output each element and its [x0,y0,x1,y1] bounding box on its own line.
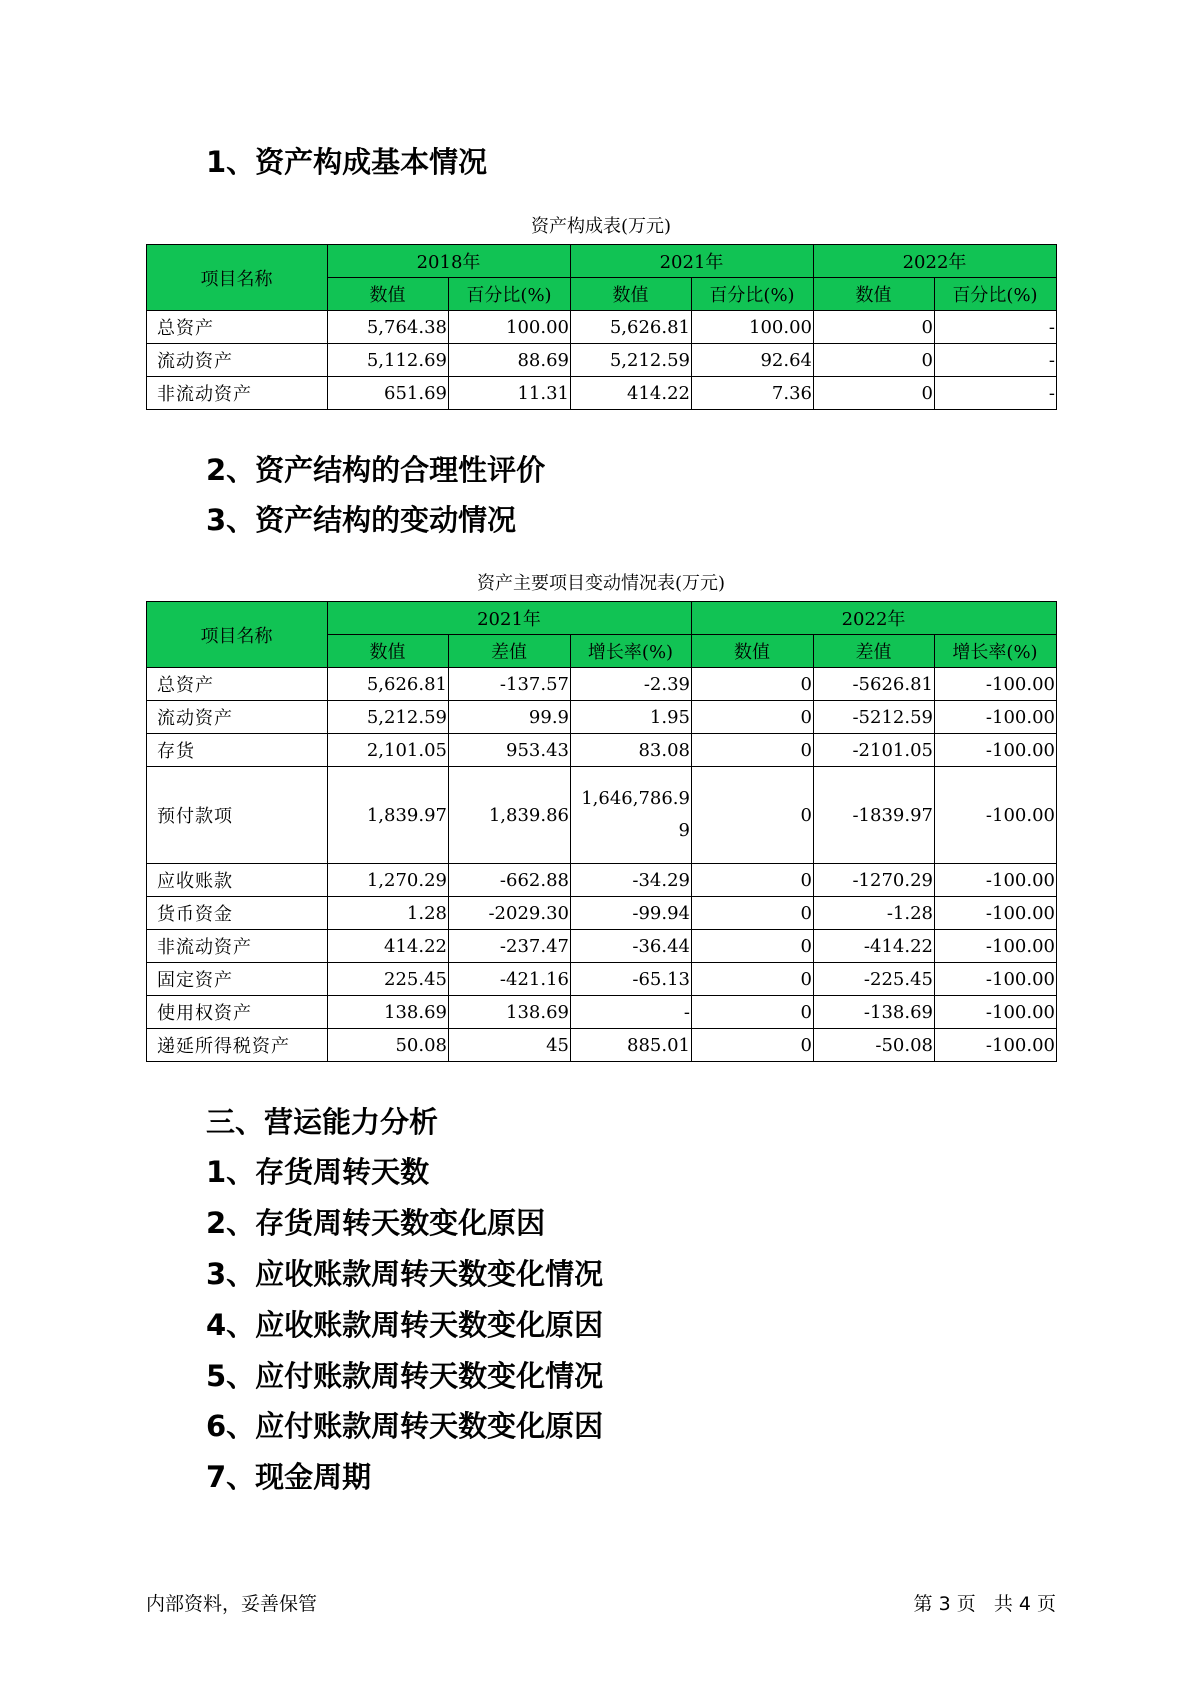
table2-caption: 资产主要项目变动情况表(万元) [476,573,726,594]
table-cell: -237.47 [449,930,571,963]
table-cell: 0 [692,701,814,734]
section-heading-structure-evaluation: 2、资产结构的合理性评价 [206,453,546,487]
table-row [147,864,1057,897]
subheader-cell: 数值 [328,278,449,311]
table-cell: 651.69 [328,377,449,410]
table-cell: 7.36 [692,377,814,410]
table-cell: 0 [814,377,935,410]
table-row [147,963,1057,996]
table-row [147,668,1057,701]
section-heading-cash-cycle: 7、现金周期 [206,1460,372,1494]
table-cell: 0 [692,668,814,701]
table-cell: -1270.29 [814,864,935,897]
table-cell: 138.69 [449,996,571,1029]
table-row [147,767,1057,864]
table-cell: 414.22 [571,377,692,410]
table-cell: -137.57 [449,668,571,701]
table-cell: 885.01 [571,1029,692,1062]
row-label: 流动资产 [147,344,328,377]
table-cell: 0 [692,996,814,1029]
table-cell: - [571,996,692,1029]
table-cell: 0 [692,864,814,897]
table-cell: 0 [692,1029,814,1062]
table-cell: -36.44 [571,930,692,963]
table-row [147,930,1057,963]
header-year: 2022年 [814,245,1057,278]
table-cell: -100.00 [935,996,1057,1029]
table-row [147,344,1057,377]
table-cell: 99.9 [449,701,571,734]
header-year: 2021年 [328,602,692,635]
row-label: 货币资金 [147,897,328,930]
subheader-cell: 差值 [814,635,935,668]
header-year: 2022年 [692,602,1057,635]
table-cell: - [935,344,1057,377]
table-cell: 83.08 [571,734,692,767]
subheader-cell: 百分比(%) [449,278,571,311]
row-label: 非流动资产 [147,377,328,410]
table-cell: -100.00 [935,897,1057,930]
row-label: 预付款项 [147,767,328,864]
table-cell: 953.43 [449,734,571,767]
table-cell: 225.45 [328,963,449,996]
section-heading-receivable-turnover-reason: 4、应收账款周转天数变化原因 [206,1308,604,1342]
table-cell: -414.22 [814,930,935,963]
table-cell: -5626.81 [814,668,935,701]
table-cell: 1.28 [328,897,449,930]
table-cell: -100.00 [935,701,1057,734]
table-cell: 100.00 [692,311,814,344]
table-header-row [147,245,1057,278]
subheader-cell: 百分比(%) [692,278,814,311]
table-cell: -662.88 [449,864,571,897]
table-cell: 1,270.29 [328,864,449,897]
asset-change-table [146,601,1057,1062]
table-cell: 92.64 [692,344,814,377]
row-label: 总资产 [147,311,328,344]
section-heading-inventory-turnover-reason: 2、存货周转天数变化原因 [206,1206,546,1240]
table-cell: 414.22 [328,930,449,963]
table-cell: -100.00 [935,864,1057,897]
subheader-cell: 增长率(%) [571,635,692,668]
table-cell: 5,626.81 [571,311,692,344]
table-cell: -100.00 [935,930,1057,963]
table-cell: 2,101.05 [328,734,449,767]
table-cell: 45 [449,1029,571,1062]
row-label: 固定资产 [147,963,328,996]
table-cell: - [935,377,1057,410]
asset-composition-table [146,244,1057,410]
row-label: 应收账款 [147,864,328,897]
table-cell: -1.28 [814,897,935,930]
table-cell: -421.16 [449,963,571,996]
table-cell: -50.08 [814,1029,935,1062]
table-cell: -225.45 [814,963,935,996]
table-cell: 0 [692,963,814,996]
table-header-row [147,602,1057,635]
table-cell: 0 [692,767,814,864]
section-heading-asset-composition: 1、资产构成基本情况 [206,145,488,179]
subheader-cell: 差值 [449,635,571,668]
table-cell: 1.95 [571,701,692,734]
header-year: 2018年 [328,245,571,278]
row-label: 总资产 [147,668,328,701]
table-cell: -100.00 [935,734,1057,767]
header-item-name: 项目名称 [147,602,328,668]
table-row [147,897,1057,930]
table-cell: -5212.59 [814,701,935,734]
table-row [147,1029,1057,1062]
footer-page-number: 第 3 页 共 4 页 [913,1593,1056,1615]
table-cell: 1,646,786.99 [571,767,692,864]
table-cell: -2029.30 [449,897,571,930]
table-cell: 138.69 [328,996,449,1029]
table-cell: -100.00 [935,1029,1057,1062]
table-cell: 0 [814,344,935,377]
table-cell: 1,839.97 [328,767,449,864]
subheader-cell: 增长率(%) [935,635,1057,668]
table-cell: 0 [814,311,935,344]
table-cell: 0 [692,897,814,930]
table-cell: 1,839.86 [449,767,571,864]
table-cell: 100.00 [449,311,571,344]
table-cell: -99.94 [571,897,692,930]
header-item-name: 项目名称 [147,245,328,311]
subheader-cell: 百分比(%) [935,278,1057,311]
subheader-cell: 数值 [692,635,814,668]
table-cell: 50.08 [328,1029,449,1062]
table-row [147,377,1057,410]
table-cell: 5,112.69 [328,344,449,377]
table-cell: -100.00 [935,668,1057,701]
row-label: 流动资产 [147,701,328,734]
subheader-cell: 数值 [328,635,449,668]
table-cell: 5,212.59 [571,344,692,377]
section-heading-inventory-turnover: 1、存货周转天数 [206,1155,430,1189]
table-cell: -34.29 [571,864,692,897]
section-heading-payable-turnover-reason: 6、应付账款周转天数变化原因 [206,1409,604,1443]
table1-caption: 资产构成表(万元) [530,216,672,237]
table-row [147,996,1057,1029]
row-label: 存货 [147,734,328,767]
table-cell: 11.31 [449,377,571,410]
section-heading-structure-change: 3、资产结构的变动情况 [206,503,517,537]
header-year: 2021年 [571,245,814,278]
section-heading-payable-turnover-change: 5、应付账款周转天数变化情况 [206,1359,604,1393]
row-label: 使用权资产 [147,996,328,1029]
section-heading-receivable-turnover-change: 3、应收账款周转天数变化情况 [206,1257,604,1291]
table-cell: -100.00 [935,963,1057,996]
table-cell: -1839.97 [814,767,935,864]
table-cell: -65.13 [571,963,692,996]
table-cell: 0 [692,930,814,963]
table-cell: -138.69 [814,996,935,1029]
table-row [147,734,1057,767]
table-cell: 5,626.81 [328,668,449,701]
footer-confidential-note: 内部资料，妥善保管 [146,1593,318,1615]
table-cell: 88.69 [449,344,571,377]
table-row [147,311,1057,344]
table-cell: 0 [692,734,814,767]
row-label: 递延所得税资产 [147,1029,328,1062]
table-cell: 5,212.59 [328,701,449,734]
table-cell: -2.39 [571,668,692,701]
table-cell: -100.00 [935,767,1057,864]
subheader-cell: 数值 [571,278,692,311]
subheader-cell: 数值 [814,278,935,311]
table-cell: - [935,311,1057,344]
table-row [147,701,1057,734]
section-heading-operating-capability: 三、营运能力分析 [206,1105,439,1139]
table-cell: 5,764.38 [328,311,449,344]
row-label: 非流动资产 [147,930,328,963]
table-cell: -2101.05 [814,734,935,767]
